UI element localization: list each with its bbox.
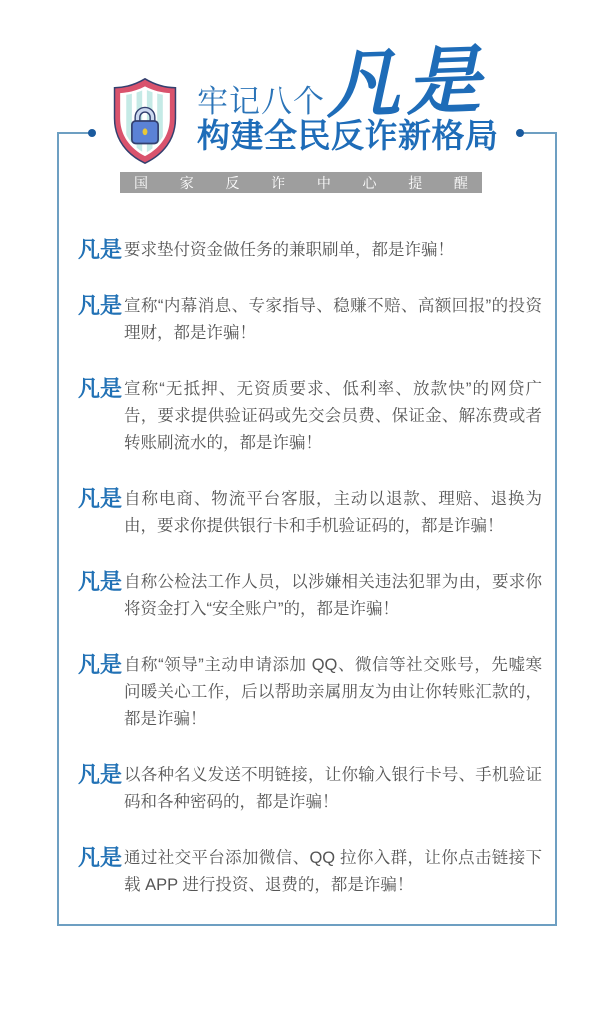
fanshi-text: 自称公检法工作人员，以涉嫌相关违法犯罪为由，要求你将资金打入“安全账户”的，都是诈骗！: [124, 573, 542, 618]
banner-char: 醒: [453, 174, 468, 191]
poster-title-prefix: 牢记八个: [197, 84, 325, 119]
banner-char: 提: [408, 174, 423, 191]
fanshi-label: 凡是: [78, 376, 123, 401]
list-item: [78, 486, 542, 540]
fanshi-text: 通过社交平台添加微信、QQ 拉你入群，让你点击链接下载 APP 进行投资、退费的，都是诈骗！: [124, 849, 542, 894]
list-item: [78, 293, 542, 347]
list-item: [78, 652, 542, 733]
list-item: [78, 376, 542, 457]
fanshi-label: 凡是: [78, 237, 123, 262]
banner-char: 国: [134, 174, 148, 191]
poster-title-script: 凡是: [324, 38, 488, 127]
banner-char: 中: [316, 174, 331, 191]
frame-top-right-line: [522, 132, 555, 134]
banner-char: 家: [179, 174, 194, 191]
banner-char: 反: [225, 174, 240, 191]
frame-left-dot: [88, 129, 96, 137]
fanshi-label: 凡是: [78, 762, 123, 787]
banner-char: 心: [362, 174, 377, 191]
fanshi-text: 要求垫付资金做任务的兼职刷单，都是诈骗！: [124, 241, 454, 259]
fanshi-text: 宣称“无抵押、无资质要求、低利率、放款快”的网贷广告，要求提供验证码或先交会员费、保证金、解冻费或者转账刷流水的，都是诈骗！: [124, 380, 542, 452]
fanshi-text: 自称“领导”主动申请添加 QQ、微信等社交账号，先嘘寒问暖关心工作，后以帮助亲属朋友为由让你转账汇款的，都是诈骗！: [124, 656, 542, 728]
fanshi-label: 凡是: [78, 845, 123, 870]
fanshi-label: 凡是: [78, 652, 123, 677]
shield-lock-icon: [106, 76, 184, 166]
list-item: [78, 237, 542, 264]
list-item: [78, 762, 542, 816]
banner-char: 诈: [271, 174, 286, 191]
fanshi-label: 凡是: [78, 293, 123, 318]
fanshi-text: 宣称“内幕消息、专家指导、稳赚不赔、高额回报”的投资理财，都是诈骗！: [124, 297, 542, 342]
list-item: [78, 845, 542, 899]
fanshi-label: 凡是: [78, 486, 123, 511]
list-item: [78, 569, 542, 623]
poster-subtitle: 构建全民反诈新格局: [197, 117, 499, 154]
frame-top-left-line: [57, 132, 90, 134]
fanshi-label: 凡是: [78, 569, 123, 594]
fanshi-text: 以各种名义发送不明链接，让你输入银行卡号、手机验证码和各种密码的，都是诈骗！: [124, 766, 542, 811]
banner-national-antifraud-center: [120, 172, 482, 193]
fanshi-text: 自称电商、物流平台客服，主动以退款、理赔、退换为由，要求你提供银行卡和手机验证码的，都是诈骗！: [124, 490, 542, 535]
fanshi-list: [78, 237, 542, 928]
frame-right-dot: [516, 129, 524, 137]
